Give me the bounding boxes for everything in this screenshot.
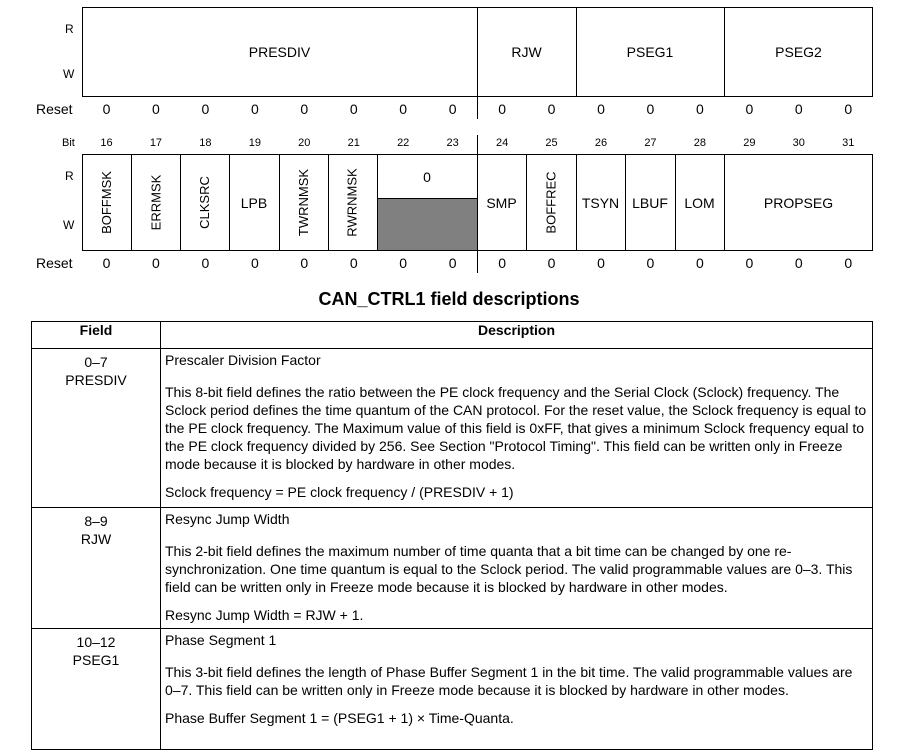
row-formula: Sclock frequency = PE clock frequency / (PRESDIV + 1) (165, 484, 514, 500)
bit-number: 24 (495, 137, 509, 149)
bit-number: 31 (842, 137, 855, 149)
field-pseg2: PSEG2 (775, 44, 822, 60)
reg-top-read-label: R (65, 22, 74, 36)
field-tsyn: TSYN (581, 194, 620, 211)
reset-value: 0 (646, 101, 655, 117)
bit-number: 29 (743, 137, 756, 149)
reset-value: 0 (201, 101, 210, 117)
reset-value: 0 (152, 255, 160, 271)
reset-value: 0 (695, 255, 704, 271)
row-title: Resync Jump Width (165, 511, 290, 527)
row-bits: 10–12 (76, 634, 116, 650)
bit-number: 30 (792, 137, 805, 149)
reset-value: 0 (597, 255, 605, 271)
reset-value: 0 (745, 101, 754, 117)
reset-value: 0 (349, 255, 358, 271)
bit-number: 23 (446, 137, 459, 149)
field-presdiv: PRESDIV (248, 44, 311, 60)
reset-value: 0 (498, 101, 506, 117)
reset-value: 0 (646, 255, 655, 271)
field-lbuf: LBUF (632, 194, 668, 211)
reset-value: 0 (399, 101, 408, 117)
field-errmsk: ERRMSK (148, 174, 163, 231)
bit-label: Bit (62, 137, 75, 149)
reset-value: 0 (349, 101, 358, 117)
row-field-name: PSEG1 (72, 652, 120, 668)
reset-value: 0 (399, 255, 408, 271)
bit-number: 18 (199, 137, 212, 149)
table-row (32, 349, 873, 508)
reset-value: 0 (844, 101, 853, 117)
reset-value: 0 (102, 101, 111, 117)
field-boffrec: BOFFREC (543, 171, 559, 234)
row-formula: Phase Buffer Segment 1 = (PSEG1 + 1) × Time-Quanta. (165, 710, 514, 726)
reset-value: 0 (448, 101, 457, 117)
field-lpb: LPB (240, 194, 268, 211)
bit-number: 19 (248, 137, 261, 149)
reset-value: 0 (250, 101, 259, 117)
reset-value: 0 (794, 101, 803, 117)
reset-label-bottom: Reset (36, 255, 73, 271)
field-smp: SMP (486, 194, 517, 211)
field-propseg: PROPSEG (763, 194, 834, 211)
row-title: Prescaler Division Factor (165, 352, 321, 368)
field-rwrnmsk: RWRNMSK (345, 168, 360, 237)
field-twrnmsk: TWRNMSK (296, 168, 312, 237)
bit-number: 25 (545, 137, 558, 149)
bit-number: 20 (298, 137, 311, 149)
bit-number: 17 (149, 137, 163, 149)
reset-value: 0 (844, 255, 853, 271)
field-boffmsk: BOFFMSK (99, 171, 114, 234)
reset-value: 0 (597, 101, 605, 117)
row-field-name: RJW (80, 531, 112, 547)
row-field-name: PRESDIV (65, 372, 127, 388)
bit-number: 26 (594, 137, 608, 149)
table-row (32, 629, 873, 750)
bit-number: 27 (644, 137, 657, 149)
reset-value: 0 (102, 255, 111, 271)
header-description: Description (161, 322, 873, 349)
reset-value: 0 (300, 101, 309, 117)
bit-number: 28 (693, 137, 707, 149)
reset-value: 0 (152, 101, 160, 117)
reset-value: 0 (201, 255, 210, 271)
reset-value: 0 (547, 101, 556, 117)
field-rjw: RJW (511, 44, 542, 60)
reset-label-top: Reset (36, 101, 73, 117)
reset-value: 0 (250, 255, 259, 271)
table-row (32, 508, 873, 629)
reset-value: 0 (794, 255, 803, 271)
field-clksrc: CLKSRC (197, 176, 212, 229)
field-lom: LOM (684, 194, 715, 211)
row-body: This 8-bit field defines the ratio between the PE clock frequency and the Serial Clock (Sclock) frequency. The Sclock period defines the time quantum of the CAN protocol. For the reset value, the Sclock frequency is equal to the PE clock frequency. The Maximum value of this field is 0xFF, that gives a minimum Sclock frequency equal to the PE clock frequency divided by 256. See Section "Protocol Timing". This field can be written only in Freeze mode because it is blocked by hardware in other modes. (165, 384, 867, 472)
reg-top-write-label: W (63, 67, 75, 81)
row-bits: 0–7 (84, 354, 108, 370)
field-description-table (31, 321, 873, 750)
field-pseg1: PSEG1 (626, 44, 674, 60)
reset-value: 0 (695, 101, 704, 117)
bit-number: 21 (347, 137, 360, 149)
bit-number: 16 (100, 137, 113, 149)
reserved-write-shade (378, 199, 477, 250)
row-bits: 8–9 (84, 513, 108, 529)
row-body: This 3-bit field defines the length of Phase Buffer Segment 1 in the bit time. The valid programmable values are 0–7. This field can be written only in Freeze mode because it is blocked by hardware in other modes. (165, 664, 853, 698)
header-field: Field (32, 322, 161, 349)
row-title: Phase Segment 1 (165, 632, 277, 648)
field-reserved-zero: 0 (423, 168, 431, 185)
reset-value: 0 (498, 255, 506, 271)
reset-value: 0 (300, 255, 309, 271)
section-title: CAN_CTRL1 field descriptions (318, 289, 580, 309)
reset-value: 0 (547, 255, 556, 271)
reg-bottom-read-label: R (65, 169, 74, 183)
row-body: This 2-bit field defines the maximum number of time quanta that a bit time can be changed by one re-synchronization. One time quantum is equal to the Sclock period. The valid programmable values are 0–3. This field can be written only in Freeze mode because it is blocked by hardware in other modes. (165, 543, 853, 595)
reset-value: 0 (448, 255, 457, 271)
reset-value: 0 (745, 255, 754, 271)
reg-bottom-write-label: W (63, 218, 75, 232)
row-formula: Resync Jump Width = RJW + 1. (165, 607, 364, 623)
bit-number: 22 (397, 137, 410, 149)
